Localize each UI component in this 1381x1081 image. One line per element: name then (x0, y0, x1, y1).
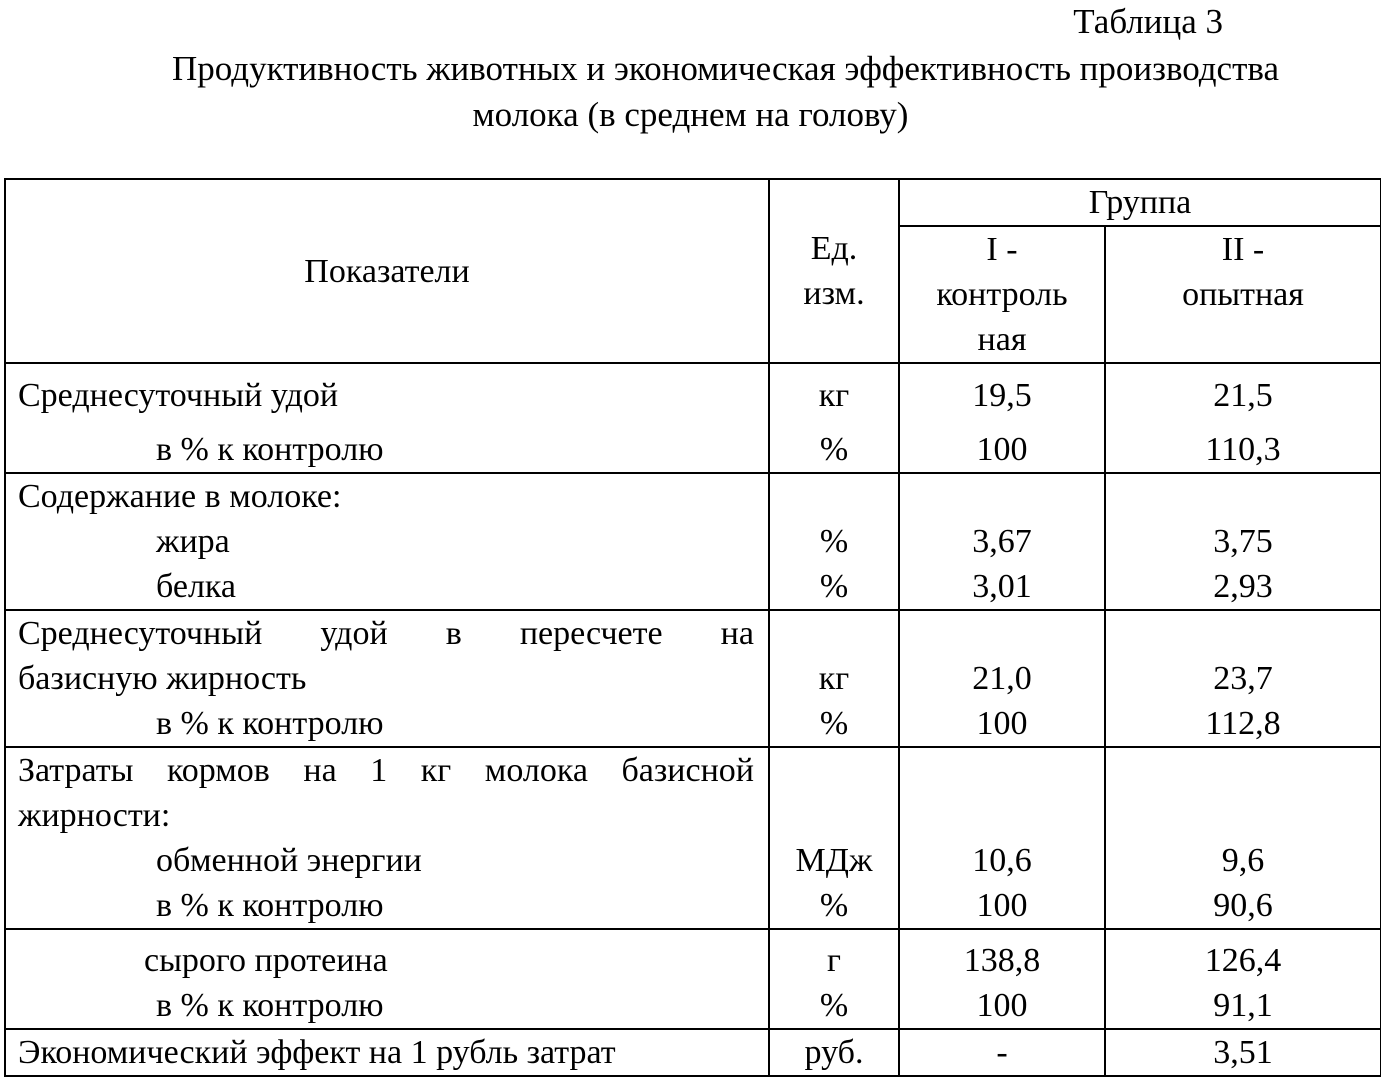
row-group2-value: 110,3 (1105, 427, 1381, 473)
row-group1-value: 10,6 (899, 838, 1105, 883)
table-row (5, 610, 1381, 656)
row-group1-value (899, 793, 1105, 838)
row-unit: % (769, 983, 899, 1029)
table-row (5, 793, 1381, 838)
row-unit (769, 473, 899, 519)
table-row (5, 564, 1381, 610)
row-group2-value: 112,8 (1105, 701, 1381, 747)
header-unit-line2: изм. (803, 275, 865, 312)
row-group2-value: 126,4 (1105, 929, 1381, 983)
row-unit (769, 747, 899, 793)
header-group: Группа (899, 179, 1381, 226)
header-indicators: Показатели (5, 179, 769, 363)
table-title (0, 46, 1381, 138)
table-number: Таблица 3 (1073, 2, 1223, 41)
table-row (5, 363, 1381, 427)
header-group-2 (1105, 226, 1381, 363)
row-label: жира (5, 519, 769, 564)
row-unit: % (769, 883, 899, 929)
table-row (5, 983, 1381, 1029)
row-unit (769, 610, 899, 656)
row-label: жирности: (5, 793, 769, 838)
row-unit: % (769, 427, 899, 473)
row-unit: кг (769, 363, 899, 427)
row-label: обменной энергии (5, 838, 769, 883)
row-group1-value: 100 (899, 883, 1105, 929)
row-unit: МДж (769, 838, 899, 883)
table-row (5, 656, 1381, 701)
row-group1-value (899, 747, 1105, 793)
row-group2-value: 2,93 (1105, 564, 1381, 610)
row-label: в % к контролю (5, 983, 769, 1029)
row-unit: кг (769, 656, 899, 701)
header-g2-line2: опытная (1182, 276, 1304, 313)
header-group-1 (899, 226, 1105, 363)
header-g2-line1: II - (1221, 231, 1265, 268)
row-group1-value: 100 (899, 701, 1105, 747)
row-group2-value: 3,75 (1105, 519, 1381, 564)
row-group1-value: 3,67 (899, 519, 1105, 564)
table-row (5, 883, 1381, 929)
row-group1-value: - (899, 1029, 1105, 1076)
row-unit: % (769, 701, 899, 747)
row-label: сырого протеина (5, 929, 769, 983)
row-label: в % к контролю (5, 427, 769, 473)
table-row (5, 519, 1381, 564)
row-group2-value (1105, 793, 1381, 838)
row-group2-value: 90,6 (1105, 883, 1381, 929)
header-g1-line2: контроль (936, 276, 1068, 313)
row-group1-value (899, 473, 1105, 519)
title-line-1: Продуктивность животных и экономическая эффективность производства (172, 49, 1279, 88)
row-label: Среднесуточный удой (5, 363, 769, 427)
table-row (5, 929, 1381, 983)
row-group1-value: 21,0 (899, 656, 1105, 701)
row-label: белка (5, 564, 769, 610)
header-unit-line1: Ед. (810, 230, 858, 267)
row-label: базисную жирность (5, 656, 769, 701)
title-line-2: молока (в среднем на голову) (472, 95, 909, 134)
row-group2-value: 21,5 (1105, 363, 1381, 427)
row-label: Затраты кормов на 1 кг молока базисной (5, 747, 769, 793)
table-row (5, 701, 1381, 747)
row-label: Экономический эффект на 1 рубль затрат (5, 1029, 769, 1076)
row-group1-value: 100 (899, 983, 1105, 1029)
row-group2-value: 91,1 (1105, 983, 1381, 1029)
row-label: Содержание в молоке: (5, 473, 769, 519)
row-group1-value: 19,5 (899, 363, 1105, 427)
header-g1-line3: ная (977, 321, 1027, 358)
table-row (5, 747, 1381, 793)
table-row (5, 427, 1381, 473)
row-group2-value (1105, 610, 1381, 656)
table-row (5, 1029, 1381, 1076)
header-unit (769, 179, 899, 363)
row-group1-value: 100 (899, 427, 1105, 473)
row-unit: % (769, 519, 899, 564)
data-table (4, 178, 1381, 1077)
table-row (5, 473, 1381, 519)
row-group2-value: 9,6 (1105, 838, 1381, 883)
row-group1-value: 138,8 (899, 929, 1105, 983)
row-group2-value: 23,7 (1105, 656, 1381, 701)
row-group1-value (899, 610, 1105, 656)
row-group2-value (1105, 473, 1381, 519)
header-g1-line1: I - (986, 231, 1018, 268)
row-label: в % к контролю (5, 701, 769, 747)
row-unit (769, 793, 899, 838)
row-unit: г (769, 929, 899, 983)
table-row (5, 838, 1381, 883)
row-group2-value (1105, 747, 1381, 793)
row-group2-value: 3,51 (1105, 1029, 1381, 1076)
row-unit: % (769, 564, 899, 610)
row-label: Среднесуточный удой в пересчете на (5, 610, 769, 656)
row-group1-value: 3,01 (899, 564, 1105, 610)
row-label: в % к контролю (5, 883, 769, 929)
row-unit: руб. (769, 1029, 899, 1076)
